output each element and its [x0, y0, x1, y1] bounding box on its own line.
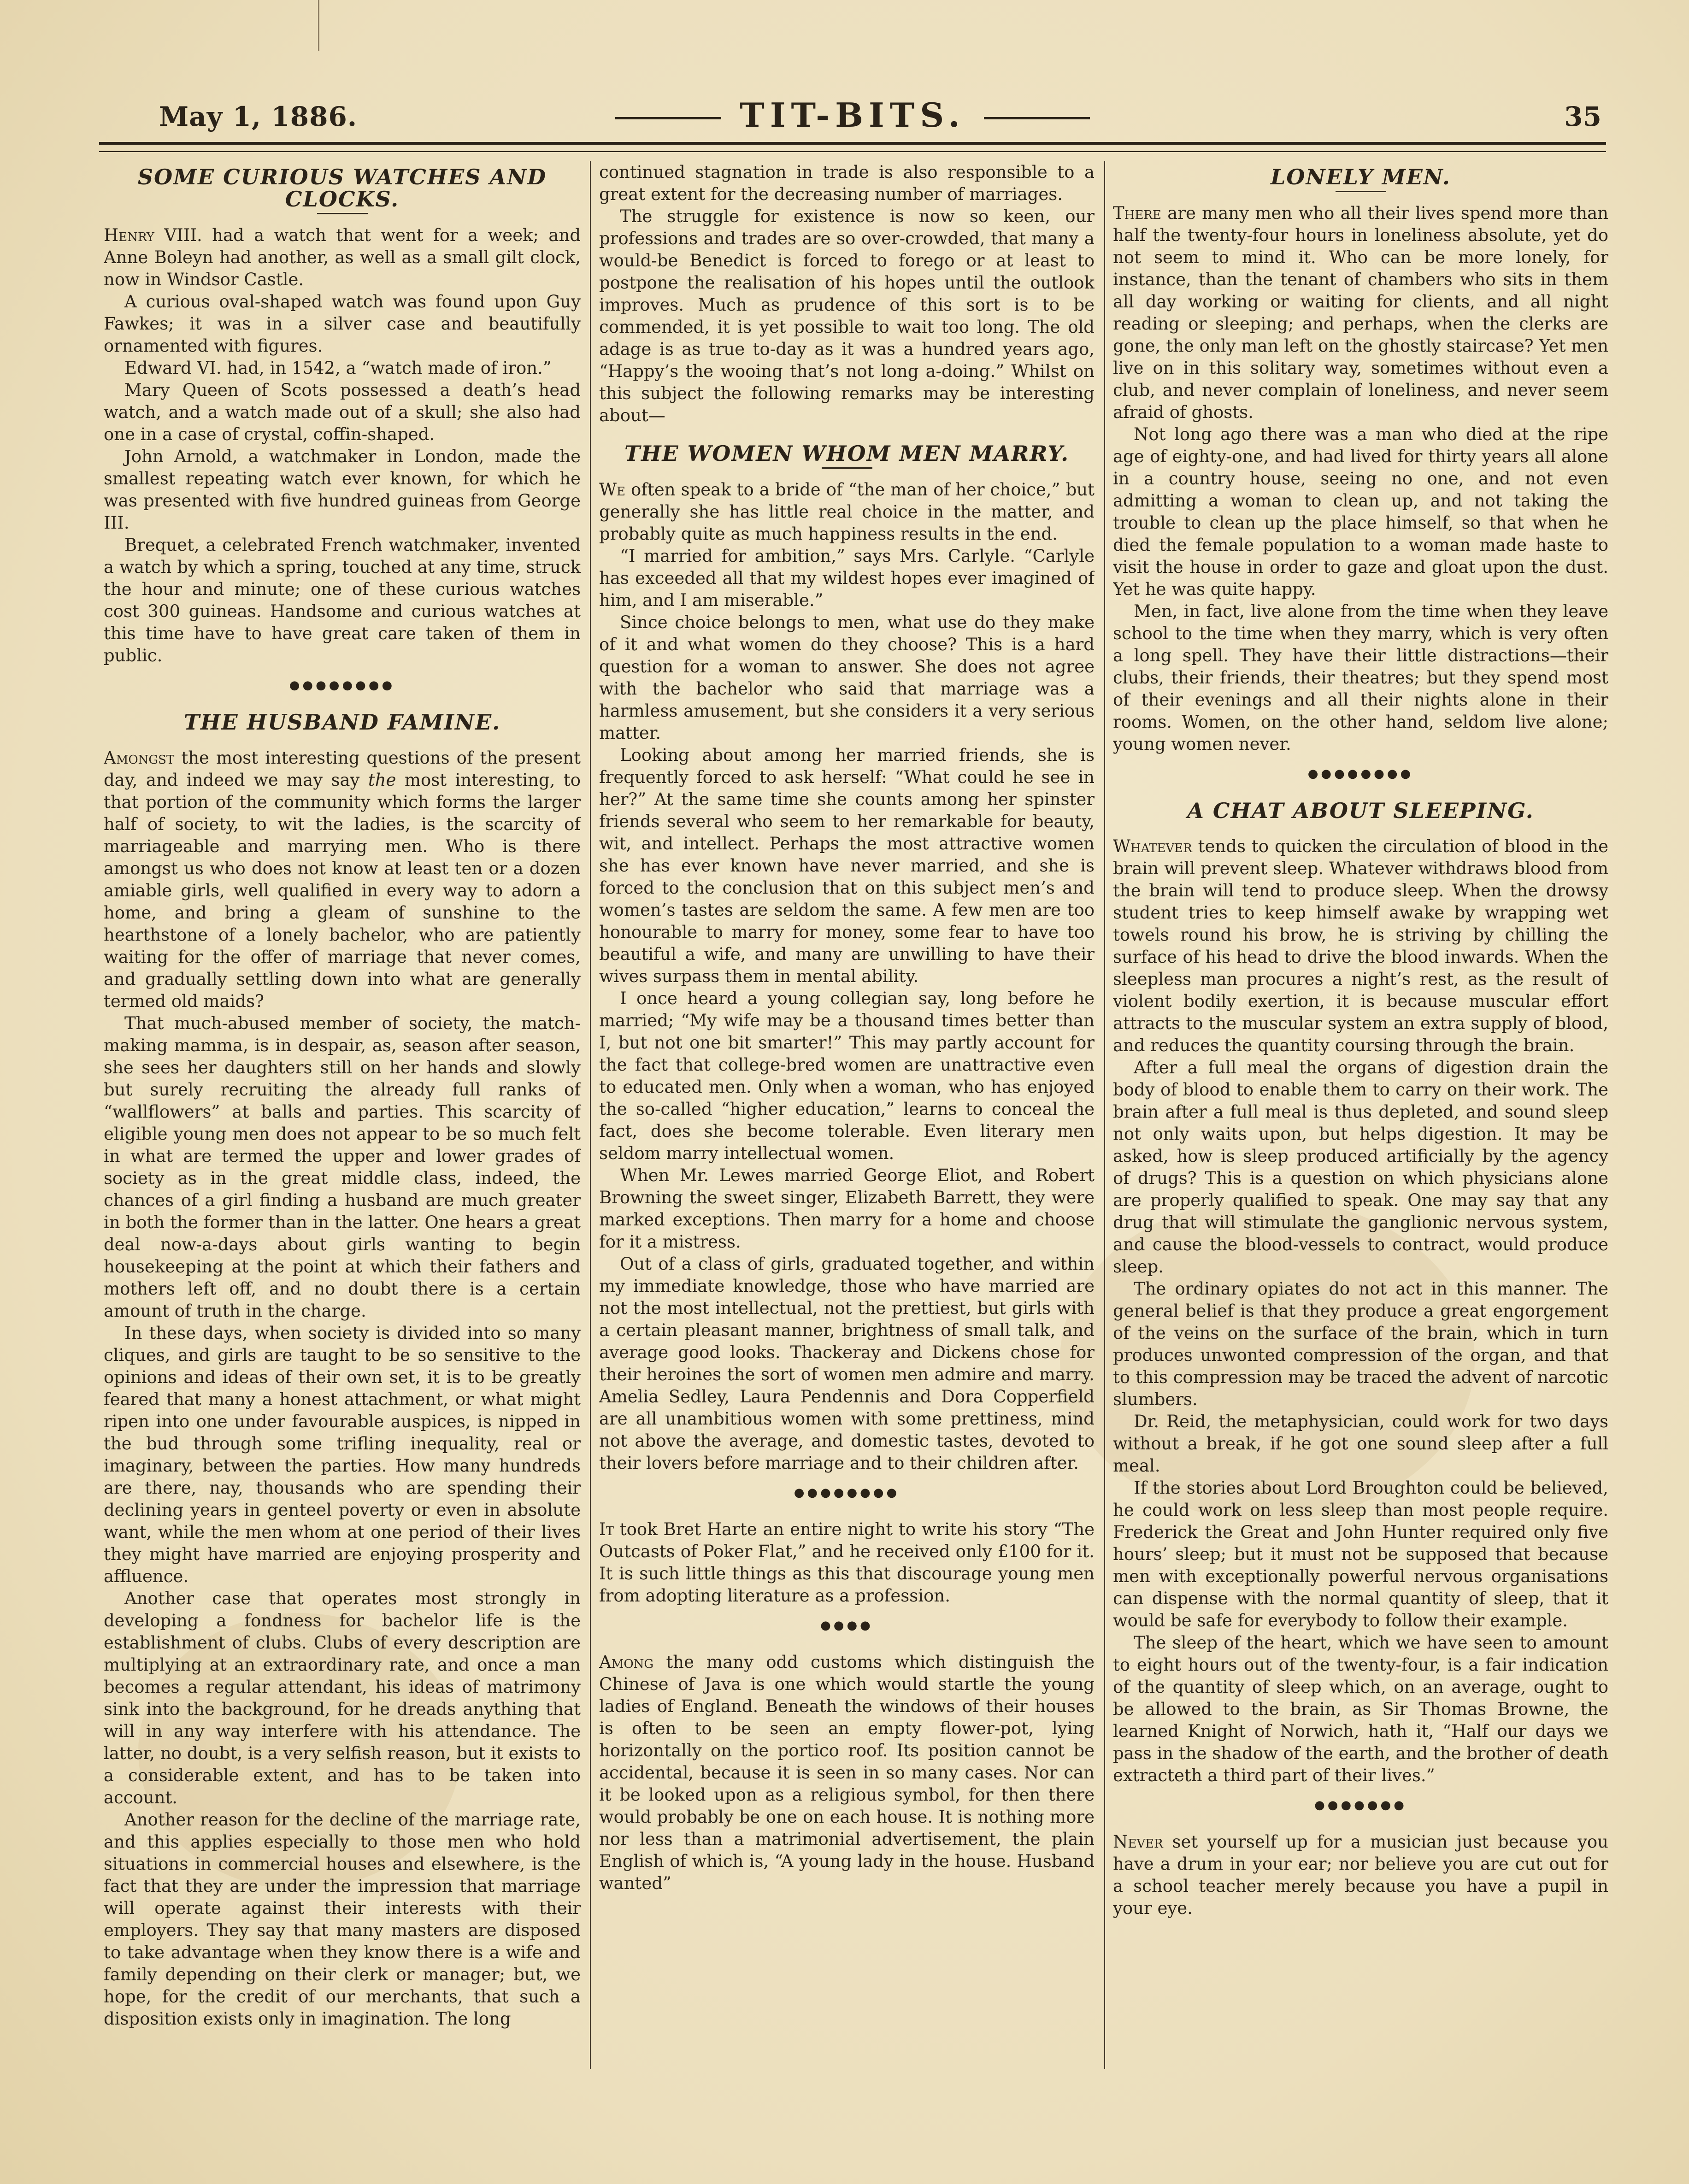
masthead-title: TIT-BITS.	[740, 95, 965, 135]
header-rule	[99, 142, 1606, 152]
paragraph	[599, 1519, 1095, 1607]
section-ornament: ●●●●●●●	[1314, 1798, 1407, 1812]
lead-word: We	[599, 480, 626, 500]
paragraph: “I married for ambition,” says Mrs. Carlyle. “Carlyle has exceeded all that my wildest hopes ever imagined of him, and I am miserable.”	[599, 546, 1095, 610]
paragraph-text: often speak to a bride of “the man of her choice,” but generally she has little real choice in the matter, and probably quite as much happiness results in the end.	[599, 480, 1095, 544]
column-divider	[1104, 161, 1105, 2069]
paragraph-text: had a watch that went for a week; and Anne Boleyn had another, as well as a small gilt clock, now in Windsor Castle.	[104, 225, 581, 289]
column-divider	[590, 161, 591, 2069]
column-2	[599, 161, 1095, 2074]
article-heading: THE WOMEN WHOM MEN MARRY.	[624, 441, 1070, 466]
page-header	[99, 94, 1606, 145]
paragraph: Mary Queen of Scots possessed a death’s head watch, and a watch made out of a skull; she also had one in a case of crystal, coffin-shaped.	[104, 380, 581, 444]
lead-word: Whatever	[1113, 836, 1192, 856]
heading-rule	[317, 213, 368, 214]
section-ornament: ●●●●●●●●	[794, 1486, 900, 1500]
lead-word: Amongst	[104, 748, 175, 768]
paragraph	[104, 747, 581, 1013]
issue-date: May 1, 1886.	[159, 101, 358, 132]
paragraph: Another reason for the decline of the marriage rate, and this applies especially to those men who hold situations in commercial houses and elsewhere, is the fact that they are under the impression that marriage will operate against their interests with their employers. They say that many masters are disposed to take advantage when they know there is a wife and family depending on their clerk or manager; but, we hope, for the credit of our merchants, that such a disposition exists only in imagination. The long	[104, 1810, 581, 2029]
lead-word: Never	[1113, 1832, 1163, 1852]
lead-word: Henry VIII.	[104, 225, 202, 245]
paragraph: I once heard a young collegian say, long before he married; “My wife may be a thousand times better than I, but not one bit smarter!” This may partly account for the fact that college-bred women are unattractive even to educated men. Only when a woman, who has enjoyed the so-called “higher education,” learns to conceal the fact, does she become tolerable. Even literary men seldom marry intellectual women.	[599, 989, 1095, 1163]
section-ornament: ●●●●●●●●	[289, 678, 395, 692]
masthead	[99, 95, 1606, 135]
title-rule-left	[615, 117, 721, 119]
paragraph: Out of a class of girls, graduated together, and within my immediate knowledge, those who have married are not the most intellectual, not the prettiest, but girls with a certain pleasant manner, brightness of small talk, and average good looks. Thackeray and Dickens chose for their heroines the sort of women men admire and marry. Amelia Sedley, Laura Pendennis and Dora Copperfield are all unambitious women with some prettiness, mind not above the average, and domestic tastes, devoted to their lovers before marriage and to their children after.	[599, 1254, 1095, 1473]
section-ornament: ●●●●	[820, 1619, 873, 1632]
paragraph: After a full meal the organs of digestion drain the body of blood to enable them to carry on their work. The brain after a full meal is thus depleted, and sound sleep not only waits upon, but helps digestion. It may be asked, how is sleep produced artificially by the agency of drugs? This is a question on which physicians alone are properly qualified to speak. One may say that any drug that will stimulate the ganglionic nervous system, and cause the blood-vessels to contract, would produce sleep.	[1113, 1058, 1608, 1277]
paragraph: The ordinary opiates do not act in this manner. The general belief is that they produce a great engorgement of the veins on the surface of the brain, which in turn produces unwonted compression of the organ, and that to this compression may be traced the advent of narcotic slumbers.	[1113, 1279, 1608, 1409]
article-heading: THE HUSBAND FAMINE.	[183, 710, 501, 735]
column-3	[1113, 161, 1608, 2074]
article-heading: A CHAT ABOUT SLEEPING.	[1187, 798, 1534, 823]
paragraph-text: the most interesting questions of the present day, and indeed we may say	[104, 748, 581, 790]
paragraph	[599, 479, 1095, 545]
column-1	[104, 161, 581, 2074]
paragraph: When Mr. Lewes married George Eliot, and Robert Browning the sweet singer, Elizabeth Barrett, they were marked exceptions. Then marry for a home and choose for it a mistress.	[599, 1166, 1095, 1252]
lead-word: Among	[599, 1652, 654, 1672]
paragraph	[1113, 1831, 1608, 1919]
paragraph-text: set yourself up for a musician just because you have a drum in your ear; nor believe you are cut out for a school teacher merely because you have a pupil in your eye.	[1113, 1832, 1608, 1918]
paragraph-text: the many odd customs which distinguish the Chinese of Java is one which would startle the young ladies of England. Beneath the windows of their houses is often to be seen an empty flower-pot, lying horizontally on the portico roof. Its position cannot be accidental, because it is seen in so many cases. Nor can it be looked upon as a religious symbol, for then there would probably be one on each house. It is nothing more nor less than a matrimonial advertisement, the plain English of which is, “A young lady in the house. Husband wanted”	[599, 1652, 1095, 1893]
paragraph	[1113, 836, 1608, 1057]
paragraph-text: took Bret Harte an entire night to write his story “The Outcasts of Poker Flat,” and he received only £100 for it. It is such little things as this that discourage young men from adopting literature as a profession.	[599, 1519, 1095, 1606]
paragraph: Edward VI. had, in 1542, a “watch made of iron.”	[124, 358, 552, 378]
paragraph: The struggle for existence is now so keen, our professions and trades are so over-crowded, that many a would-be Benedict is forced to forego or at least to postpone the realisation of his hopes until the outlook improves. Much as prudence of this sort is to be commended, it is yet possible to wait too long. The old adage is as true to-day as it was a hundred years ago, “Happy’s the wooing that’s not long a-doing.” Whilst on this subject the following remarks may be interesting about—	[599, 206, 1095, 425]
paragraph: Dr. Reid, the metaphysician, could work for two days without a break, if he got one sound sleep after a full meal.	[1113, 1412, 1608, 1476]
paragraph: The sleep of the heart, which we have seen to amount to eight hours out of the twenty-four, is a fair indication of the quantity of sleep which, on an average, ought to be allowed to the brain, as Sir Thomas Browne, the learned Knight of Norwich, hath it, “Half our days we pass in the shadow of the earth, and the brother of death extracteth a third part of their lives.”	[1113, 1633, 1608, 1785]
paragraph-text: most interesting, to that portion of the community which forms the larger half of society, to wit the ladies, is the scarcity of marriageable and marrying men. Who is there amongst us who does not know at least ten or a dozen amiable girls, well qualified in every way to adorn a home, and bring a gleam of sunshine to the hearthstone of a lonely bachelor, who are patiently waiting for the offer of marriage that never comes, and gradually settling down into what are generally termed old maids?	[104, 770, 581, 1011]
emphasis: the	[368, 770, 396, 790]
paragraph: If the stories about Lord Broughton could be believed, he could work on less sleep than most people require. Frederick the Great and John Hunter required only five hours’ sleep; but it must not be supposed that because men with exceptionally powerful nervous organisations can dispense with the normal quantity of sleep, that it would be safe for everybody to follow their example.	[1113, 1478, 1608, 1631]
paragraph: In these days, when society is divided into so many cliques, and girls are taught to be so sensitive to the opinions and ideas of their own set, it is to be greatly feared that many a honest attachment, or what might ripen into one under favourable auspices, is nipped in the bud through some trifling inequality, real or imaginary, between the parties. How many hundreds are there, nay, thousands who are spending their declining years in genteel poverty or even in absolute want, while the men whom at one period of their lives they might have married are enjoying prosperity and affluence.	[104, 1323, 581, 1586]
paragraph	[104, 224, 581, 291]
page-number: 35	[1564, 101, 1601, 132]
paragraph: A curious oval-shaped watch was found upon Guy Fawkes; it was in a silver case and beautifully ornamented with figures.	[104, 292, 581, 356]
paragraph	[1113, 202, 1608, 424]
title-rule-right	[984, 117, 1090, 119]
paragraph: Men, in fact, live alone from the time when they leave school to the time when they marry, which is very often a long spell. They have their little distractions—their clubs, their friends, their theatres; but they spend most of their evenings and all their nights alone in their rooms. Women, on the other hand, seldom live alone; young women never.	[1113, 601, 1608, 754]
paragraph: Another case that operates most strongly in developing a fondness for bachelor life is the establishment of clubs. Clubs of every description are multiplying at an extraordinary rate, and once a man becomes a regular attendant, his ideas of matrimony sink into the background, for he dreads anything that will in any way interfere with his attendance. The latter, no doubt, is a very selfish reason, but it exists to a considerable extent, and has to be taken into account.	[104, 1589, 581, 1807]
paragraph: That much-abused member of society, the match-making mamma, is in despair, as, season after season, she sees her daughters still on her hands and slowly but surely recruiting the already full ranks of “wallflowers” at balls and parties. This scarcity of eligible young men does not appear to be so much felt in what are termed the upper and lower grades of society as in the great middle class, indeed, the chances of a girl finding a husband are much greater in both the former than in the latter. One hears a great deal now-a-days about girls wanting to begin housekeeping at the point at which their fathers and mothers left off, and no doubt there is a certain amount of truth in the charge.	[104, 1013, 581, 1321]
lead-word: There	[1113, 203, 1161, 223]
heading-rule	[822, 467, 872, 469]
paragraph: continued stagnation in trade is also responsible to a great extent for the decreasing number of marriages.	[599, 162, 1095, 204]
paragraph: Not long ago there was a man who died at the ripe age of eighty-one, and had lived for thirty years all alone in a country house, seeing no one, and not even admitting a woman to clean up, and not taking the trouble to clean up the place himself, so that when he died the female population to a woman made haste to visit the house in order to gaze and gloat upon the dust. Yet he was quite happy.	[1113, 424, 1608, 599]
paragraph: John Arnold, a watchmaker in London, made the smallest repeating watch ever known, for which he was presented with five hundred guineas from George III.	[104, 447, 581, 533]
paper-crease	[318, 0, 319, 51]
paragraph: Since choice belongs to men, what use do they make of it and what women do they choose? This is a hard question for a woman to answer. She does not agree with the bachelor who said that marriage was a harmless amusement, but she considers it a very serious matter.	[599, 612, 1095, 743]
paragraph-text: tends to quicken the circulation of blood in the brain will prevent sleep. Whatever withdraws blood from the brain will tend to produce sleep. When the drowsy student tries to keep himself awake by wrapping wet towels round his brow, he is striving by chilling the surface of his head to drive the blood inwards. When the sleepless man procures a night’s rest, as the result of violent bodily exertion, it is because muscular effort attracts to the muscular system an extra supply of blood, and reduces the quantity coursing through the brain.	[1113, 836, 1608, 1055]
section-ornament: ●●●●●●●●	[1307, 767, 1414, 781]
article-heading: LONELY MEN.	[1271, 165, 1451, 189]
heading-rule	[1336, 191, 1386, 192]
paragraph-text: are many men who all their lives spend more than half the twenty-four hours in loneliness absolute, yet do not seem to mind it. Who can be more lonely, for instance, than the tenant of chambers who sits in them all day working or waiting for clients, and all night reading or sleeping; and perhaps, when the clerks are gone, the only man left on the ghostly staircase? Yet men live on in this solitary way, sometimes without even a club, and never complain of loneliness, and never seem afraid of ghosts.	[1113, 203, 1608, 422]
article-heading: SOME CURIOUS WATCHES AND CLOCKS.	[137, 165, 547, 212]
paragraph: Brequet, a celebrated French watchmaker, invented a watch by which a spring, touched at any time, struck the hour and minute; one of these curious watches cost 300 guineas. Handsome and curious watches at this time have to have great care taken of them in public.	[104, 535, 581, 665]
paragraph	[599, 1651, 1095, 1895]
paragraph: Looking about among her married friends, she is frequently forced to ask herself: “What could he see in her?” At the same time she counts among her spinster friends several who seem to her remarkable for beauty, wit, and intellect. Perhaps the most attractive women she has ever known have never married, and she is forced to the conclusion that on this subject men’s and women’s tastes are seldom the same. A few men are too honourable to marry for money, some fear to have too beautiful a wife, and many are unwilling to have their wives surpass them in mental ability.	[599, 745, 1095, 986]
lead-word: It	[599, 1519, 614, 1539]
